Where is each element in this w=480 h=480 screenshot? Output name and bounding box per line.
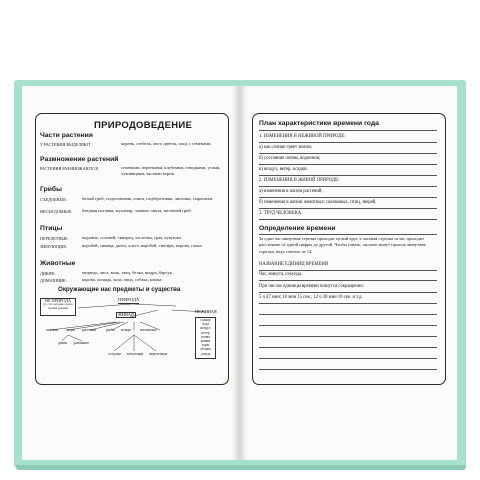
row-text: корень, стебель, лист, цветок, плод с семенами. — [121, 141, 212, 146]
divider — [259, 280, 437, 281]
nonliving-label: НЕЖИВАЯ — [195, 309, 217, 314]
nonliving-kind: солнце — [200, 318, 211, 322]
nonliving-box — [195, 317, 216, 359]
birds-kind: кочующие — [127, 352, 144, 356]
time-heading: Определение времени — [259, 225, 336, 232]
divider — [259, 164, 437, 165]
plan-item: в) воздух, ветер, осадки. — [259, 167, 308, 172]
living-kind: растения — [82, 328, 97, 332]
living-kind: звери — [66, 328, 75, 332]
row-text: медведь, лиса, волк, заяц, белка, выдра, барсук. — [82, 270, 173, 275]
page-title: ПРИРОДОВЕДЕНИЕ — [94, 120, 193, 131]
divider — [259, 347, 437, 348]
section-heading-plant-parts: Части растения — [40, 132, 93, 139]
nonliving-kind: вода — [202, 322, 209, 327]
divider — [259, 175, 437, 176]
plan-item: б) состояние почвы, водоемов; — [259, 156, 321, 161]
divider — [259, 336, 437, 337]
abbr-example: 5 ч 47 мин; 10 мин 15 сек.; 12 ч 30 мин 10 сек. и т.д. — [259, 295, 363, 300]
divider — [259, 153, 437, 154]
row-label: ЗИМУЮЩИЕ: — [40, 244, 68, 249]
divider — [259, 142, 437, 143]
not-nature-box — [40, 298, 76, 316]
row-text: корова, лошадь, коза, овца, собака, кошка. — [82, 277, 163, 282]
time-text: За один час минутная стрелка проходит целый круг, а часовая стрелка за час проходит расстояние от одной цифры до другой. Чтобы узнать, сколько минут прошло минутная стрелка, надо считать от 12. — [259, 236, 426, 254]
living-kind: человек — [46, 328, 59, 332]
nonliving-kind: почва — [201, 334, 210, 339]
divider — [259, 303, 437, 304]
plan-item: 2. ИЗМЕНЕНИЯ В ЖИВОЙ ПРИРОДЕ: — [259, 178, 340, 183]
section-heading-reproduction: Размножение растений — [40, 156, 119, 163]
nonliving-kind: горы — [201, 343, 210, 348]
diagram-heading: Окружающие нас предметы и существа — [58, 286, 181, 293]
units-heading: НАЗВАНИЕ ЕДИНИЦ ВРЕМЕНИ — [259, 262, 329, 267]
not-nature-note: (то, что человек сделал своими руками) — [43, 302, 73, 310]
row-text: белый гриб, подосиновик, опята, подберезовик, лисички, сыроежки. — [82, 196, 214, 201]
divider — [259, 219, 437, 220]
divider — [259, 292, 437, 293]
divider — [259, 234, 437, 235]
plan-item: 1. ИЗМЕНЕНИЯ В НЕЖИВОЙ ПРИРОДЕ: — [259, 134, 346, 139]
divider — [259, 358, 437, 359]
plan-item: б) изменения в жизни животных: насекомых, птиц, зверей. — [259, 200, 377, 205]
divider — [259, 314, 437, 315]
section-heading-mushrooms: Грибы — [40, 186, 62, 193]
birds-kind: перелетные — [149, 352, 168, 356]
not-nature-label: НЕ ПРИРОДА — [44, 298, 72, 303]
book-spine — [238, 86, 241, 460]
row-text: семенами, черенками, клубнями, отводками, усами, луковицами, частями корня. — [121, 165, 221, 176]
living-kind: птицы — [121, 328, 132, 332]
nonliving-kind: воздух — [200, 326, 211, 331]
divider — [259, 270, 437, 271]
divider — [259, 130, 437, 131]
row-label: У РАСТЕНИЯ ВЫДЕЛЯЮТ — [40, 142, 91, 147]
section-heading-birds: Птицы — [40, 225, 63, 232]
divider — [259, 197, 437, 198]
divider — [259, 325, 437, 326]
row-label: НЕСЪЕДОБНЫЕ: — [40, 209, 73, 214]
abbr-text: При числах единицы времени пишутся сокращенно: — [259, 284, 364, 289]
birds-kind: оседлые — [108, 352, 122, 356]
animals-kind: дикие — [58, 341, 68, 345]
row-label: ДОМАШНИЕ: — [40, 278, 67, 283]
divider — [259, 208, 437, 209]
season-plan-title: План характеристики времени года — [259, 120, 379, 127]
nature-label: ПРИРОДА — [118, 297, 140, 302]
row-label: ДИКИЕ: — [40, 271, 56, 276]
plan-item: 3. ТРУД ЧЕЛОВЕКА. — [259, 211, 303, 216]
nonliving-kind: дождь — [200, 351, 211, 356]
living-kind: рыбы — [106, 328, 115, 332]
row-text: воробей, синица, дятел, клест, воробей, снегирь, ворона, галка. — [82, 243, 203, 248]
nonliving-kind: ветер — [201, 330, 210, 335]
row-label: ПЕРЕЛЕТНЫЕ: — [40, 236, 69, 241]
living-kind: насекомые — [140, 328, 157, 332]
nonliving-kind: облака — [200, 347, 211, 352]
plan-item: а) как солнце греет землю; — [259, 145, 313, 150]
row-label: СЪЕДОБНЫЕ: — [40, 197, 67, 202]
nonliving-kind: камни — [200, 339, 211, 344]
cover-edge — [16, 465, 466, 470]
divider — [259, 186, 437, 187]
animals-kind: домашние — [73, 341, 90, 345]
units-text: Час, минута, секунда. — [259, 272, 303, 277]
plan-item: а) изменения в жизни растений; — [259, 189, 323, 194]
living-label: ЖИВАЯ — [118, 312, 134, 317]
row-label: РАСТЕНИЯ РАЗМНОЖАЮТСЯ — [40, 166, 99, 171]
row-text: журавль, соловей, скворец, ласточка, грач, кукушка. — [82, 235, 182, 240]
row-text: бледная поганка, мухомор, ложные опята, желчный гриб. — [82, 208, 192, 213]
divider — [259, 369, 437, 370]
section-heading-animals: Животные — [40, 260, 76, 267]
